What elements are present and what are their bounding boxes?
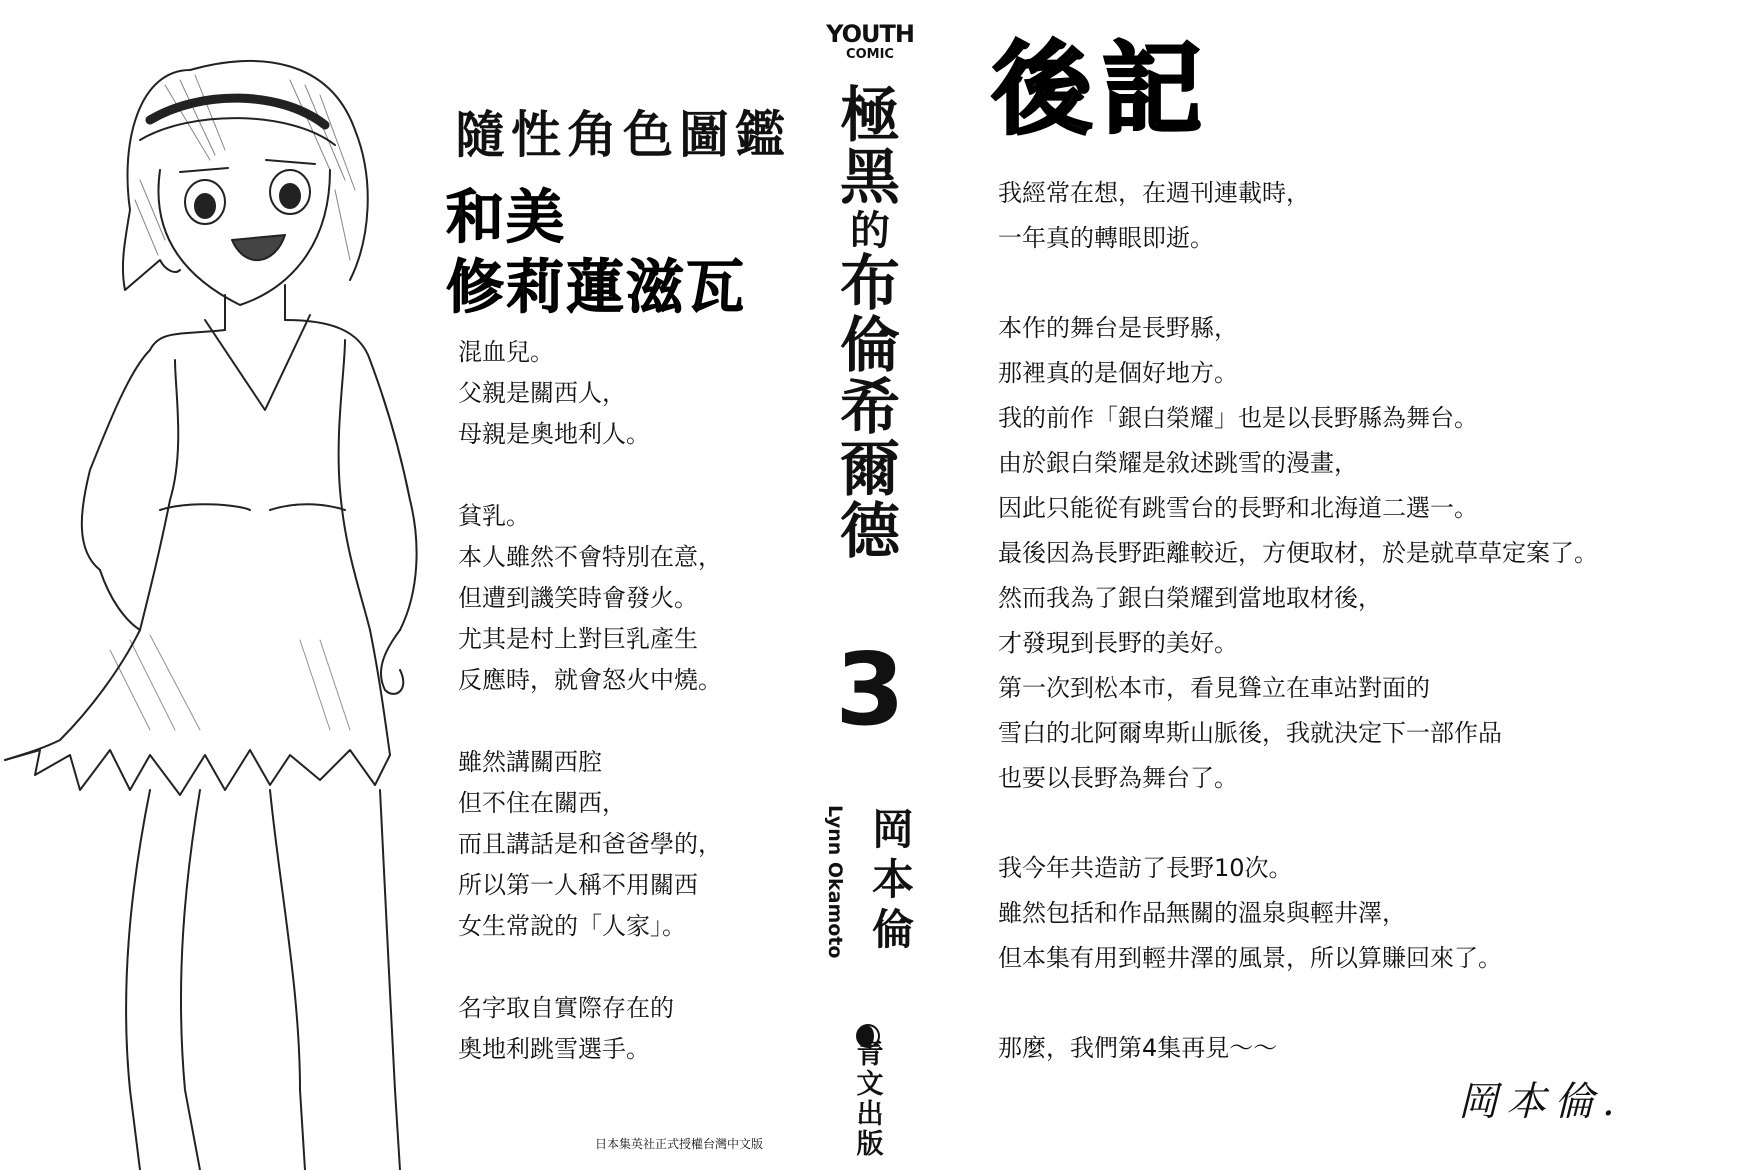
afterword-line: 然而我為了銀白榮耀到當地取材後， [998, 584, 1382, 612]
profile-line: 但不住在關西， [458, 789, 626, 817]
profile-paragraph [458, 742, 818, 947]
afterword-paragraph [998, 306, 1738, 801]
profile-line: 雖然講關西腔 [458, 748, 602, 776]
afterword-line: 第一次到松本市，看見聳立在車站對面的 [998, 674, 1430, 702]
spine-title [820, 81, 920, 567]
author-char: 倫 [871, 905, 914, 954]
afterword-page [920, 0, 1741, 1170]
profile-line: 但遭到譏笑時會發火。 [458, 584, 698, 612]
afterword-line: 我今年共造訪了長野10次。 [998, 854, 1293, 882]
character-profile [458, 332, 818, 1111]
afterword-body [998, 171, 1738, 1116]
profile-line: 所以第一人稱不用關西 [458, 871, 698, 899]
afterword-line: 雖然包括和作品無關的溫泉與輕井澤， [998, 899, 1406, 927]
afterword-line: 那裡真的是個好地方。 [998, 359, 1238, 387]
afterword-line: 一年真的轉眼即逝。 [998, 224, 1214, 252]
publisher-char: 文 [856, 1069, 884, 1100]
profile-line: 尤其是村上對巨乳產生 [458, 625, 698, 653]
profile-paragraph [458, 332, 818, 455]
publisher-char: 版 [856, 1129, 884, 1160]
spine-title-char: 布 [840, 249, 900, 319]
author-name-english: Lynn Okamoto [824, 805, 846, 959]
spine-title-char: 極 [840, 81, 900, 151]
book-spine [820, 0, 920, 1170]
profile-line: 混血兒。 [458, 338, 554, 366]
profile-line: 而且講話是和爸爸學的， [458, 830, 722, 858]
profile-line: 奧地利跳雪選手。 [458, 1035, 650, 1063]
afterword-line: 我經常在想，在週刊連載時， [998, 179, 1310, 207]
profile-line: 貧乳。 [458, 502, 530, 530]
afterword-line: 但本集有用到輕井澤的風景，所以算賺回來了。 [998, 944, 1502, 972]
gallery-title: 隨性角色圖鑑 [455, 106, 791, 164]
afterword-line: 也要以長野為舞台了。 [998, 764, 1238, 792]
spine-title-char: 爾 [840, 435, 900, 505]
publisher-name [820, 1040, 920, 1160]
afterword-line: 我的前作「銀白榮耀」也是以長野縣為舞台。 [998, 404, 1478, 432]
volume-number: 3 [835, 631, 905, 748]
afterword-line: 由於銀白榮耀是敘述跳雪的漫畫， [998, 449, 1358, 477]
character-name-line-2: 修莉蓮滋瓦 [446, 253, 747, 321]
series-logo-bottom: COMIC [846, 47, 894, 62]
afterword-paragraph [998, 171, 1738, 261]
character-name-line-1: 和美 [446, 183, 567, 251]
spine-title-char: 希 [840, 373, 900, 443]
spine-title-char: 黑 [840, 143, 900, 213]
publisher-char: 青 [856, 1039, 884, 1070]
afterword-line: 本作的舞台是長野縣， [998, 314, 1238, 342]
profile-paragraph [458, 496, 818, 701]
afterword-line: 最後因為長野距離較近，方便取材，於是就草草定案了。 [998, 539, 1598, 567]
profile-line: 反應時，就會怒火中燒。 [458, 666, 722, 694]
profile-line: 父親是關西人， [458, 379, 626, 407]
spine-title-char: 倫 [840, 311, 900, 381]
afterword-paragraph [998, 1026, 1738, 1071]
author-name-chinese [868, 805, 918, 955]
profile-line: 本人雖然不會特別在意， [458, 543, 722, 571]
character-illustration [0, 30, 480, 1170]
license-note: 日本集英社正式授權台灣中文版 [595, 1137, 764, 1151]
series-logo [820, 22, 920, 61]
publisher-char: 出 [856, 1099, 884, 1130]
afterword-line: 因此只能從有跳雪台的長野和北海道二選一。 [998, 494, 1478, 522]
author-char: 本 [871, 855, 914, 904]
afterword-paragraph [998, 846, 1738, 981]
character-page [0, 0, 820, 1170]
afterword-line: 雪白的北阿爾卑斯山脈後，我就決定下一部作品 [998, 719, 1502, 747]
profile-line: 名字取自實際存在的 [458, 994, 674, 1022]
profile-line: 女生常說的「人家」。 [458, 912, 686, 940]
spine-title-char: 德 [840, 497, 900, 567]
author-signature: 岡本倫. [1458, 1079, 1623, 1125]
profile-paragraph [458, 988, 818, 1070]
series-logo-top: YOUTH [826, 20, 914, 48]
afterword-line: 才發現到長野的美好。 [998, 629, 1238, 657]
author-char: 岡 [871, 805, 914, 854]
profile-line: 母親是奧地利人。 [458, 420, 650, 448]
afterword-line: 那麼，我們第4集再見～～ [998, 1034, 1278, 1062]
spine-title-char: 的 [850, 208, 890, 254]
afterword-title: 後記 [992, 31, 1212, 148]
